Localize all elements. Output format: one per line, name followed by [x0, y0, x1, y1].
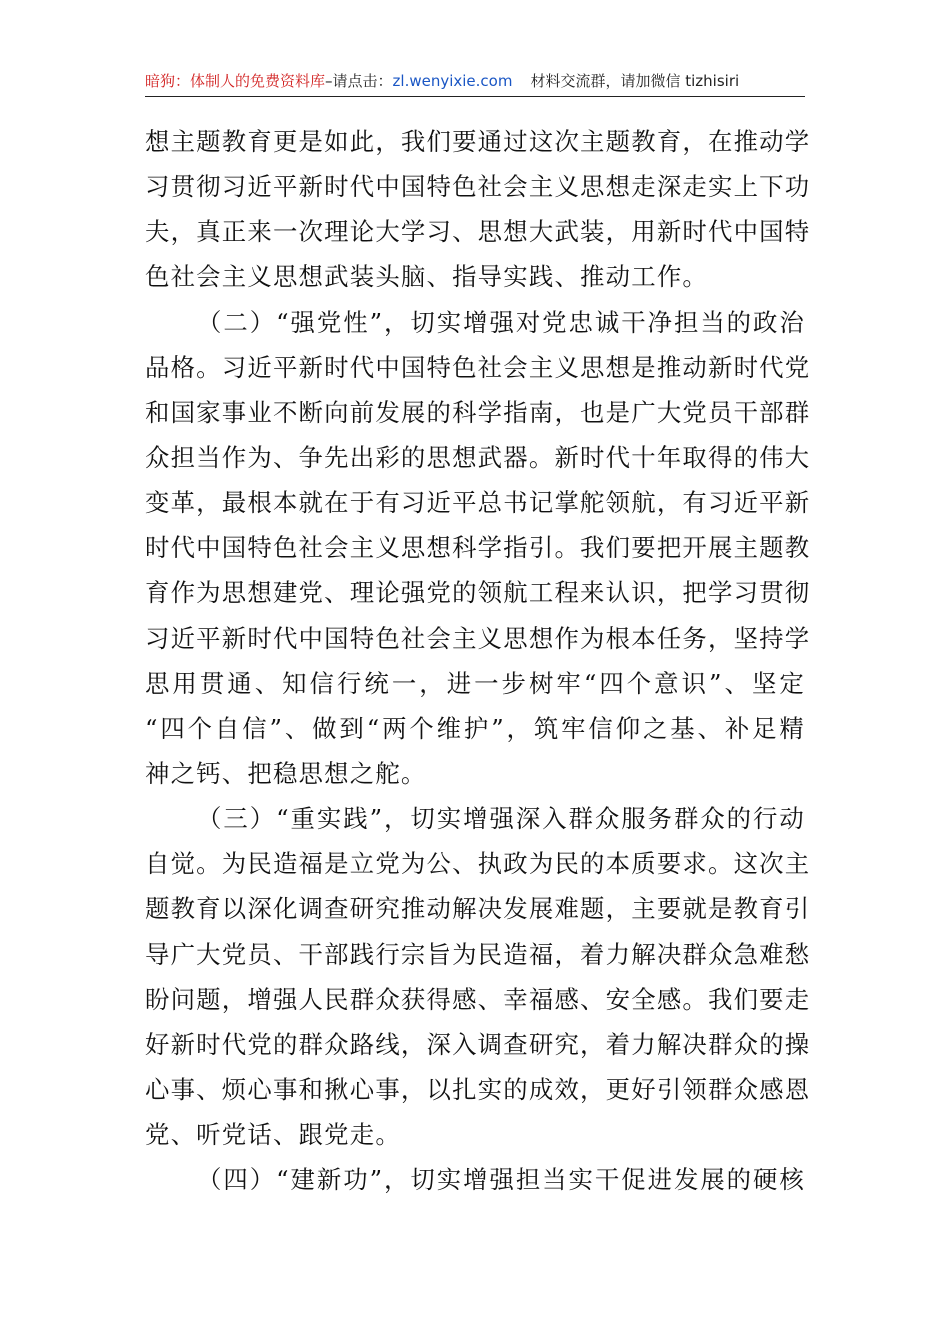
header-contact: 材料交流群，请加微信 tizhisiri — [530, 72, 740, 90]
text-line: 神之钙、把稳思想之舵。 — [145, 758, 427, 788]
text-line: （四）“建新功”，切实增强担当实干促进发展的硬核 — [197, 1165, 805, 1195]
text-line: 思用贯通、知信行统一，进一步树牢“四个意识”、坚定 — [145, 668, 805, 698]
text-line: 自觉。为民造福是立党为公、执政为民的本质要求。这次主 — [145, 849, 811, 879]
text-line: 育作为思想建党、理论强党的领航工程来认识，把学习贯彻 — [145, 578, 811, 608]
text-line: 导广大党员、干部践行宗旨为民造福，着力解决群众急难愁 — [145, 939, 811, 969]
text-line: 题教育以深化调查研究推动解决发展难题，主要就是教育引 — [145, 894, 811, 924]
text-line: 心事、烦心事和揪心事，以扎实的成效，更好引领群众感恩 — [145, 1074, 811, 1104]
text-line: 党、听党话、跟党走。 — [145, 1120, 401, 1150]
text-line: 品格。习近平新时代中国特色社会主义思想是推动新时代党 — [145, 352, 811, 382]
text-line: “四个自信”、做到“两个维护”，筑牢信仰之基、补足精 — [145, 713, 805, 743]
text-line: 夫，真正来一次理论大学习、思想大武装，用新时代中国特 — [145, 217, 811, 247]
text-line: 变革，最根本就在于有习近平总书记掌舵领航，有习近平新 — [145, 488, 811, 518]
page-header — [145, 66, 805, 97]
text-line: 时代中国特色社会主义思想科学指引。我们要把开展主题教 — [145, 533, 811, 563]
text-line: 众担当作为、争先出彩的思想武器。新时代十年取得的伟大 — [145, 442, 811, 472]
document-body — [145, 119, 811, 1202]
header-brand: 暗狗：体制人的免费资料库 — [145, 72, 326, 90]
text-line: （三）“重实践”，切实增强深入群众服务群众的行动 — [197, 804, 805, 834]
text-line: 盼问题，增强人民群众获得感、幸福感、安全感。我们要走 — [145, 984, 811, 1014]
text-line: 习近平新时代中国特色社会主义思想作为根本任务，坚持学 — [145, 623, 811, 653]
text-line: 好新时代党的群众路线，深入调查研究，着力解决群众的操 — [145, 1029, 811, 1059]
text-line: 和国家事业不断向前发展的科学指南，也是广大党员干部群 — [145, 397, 811, 427]
text-line: 习贯彻习近平新时代中国特色社会主义思想走深走实上下功 — [145, 172, 811, 202]
header-url-link[interactable]: zl.wenyixie.com — [392, 72, 513, 90]
text-line: （二）“强党性”，切实增强对党忠诚干净担当的政治 — [197, 307, 805, 337]
header-click-prefix: –请点击： — [325, 72, 393, 90]
text-line: 色社会主义思想武装头脑、指导实践、推动工作。 — [145, 262, 708, 292]
text-line: 想主题教育更是如此，我们要通过这次主题教育，在推动学 — [145, 127, 811, 156]
